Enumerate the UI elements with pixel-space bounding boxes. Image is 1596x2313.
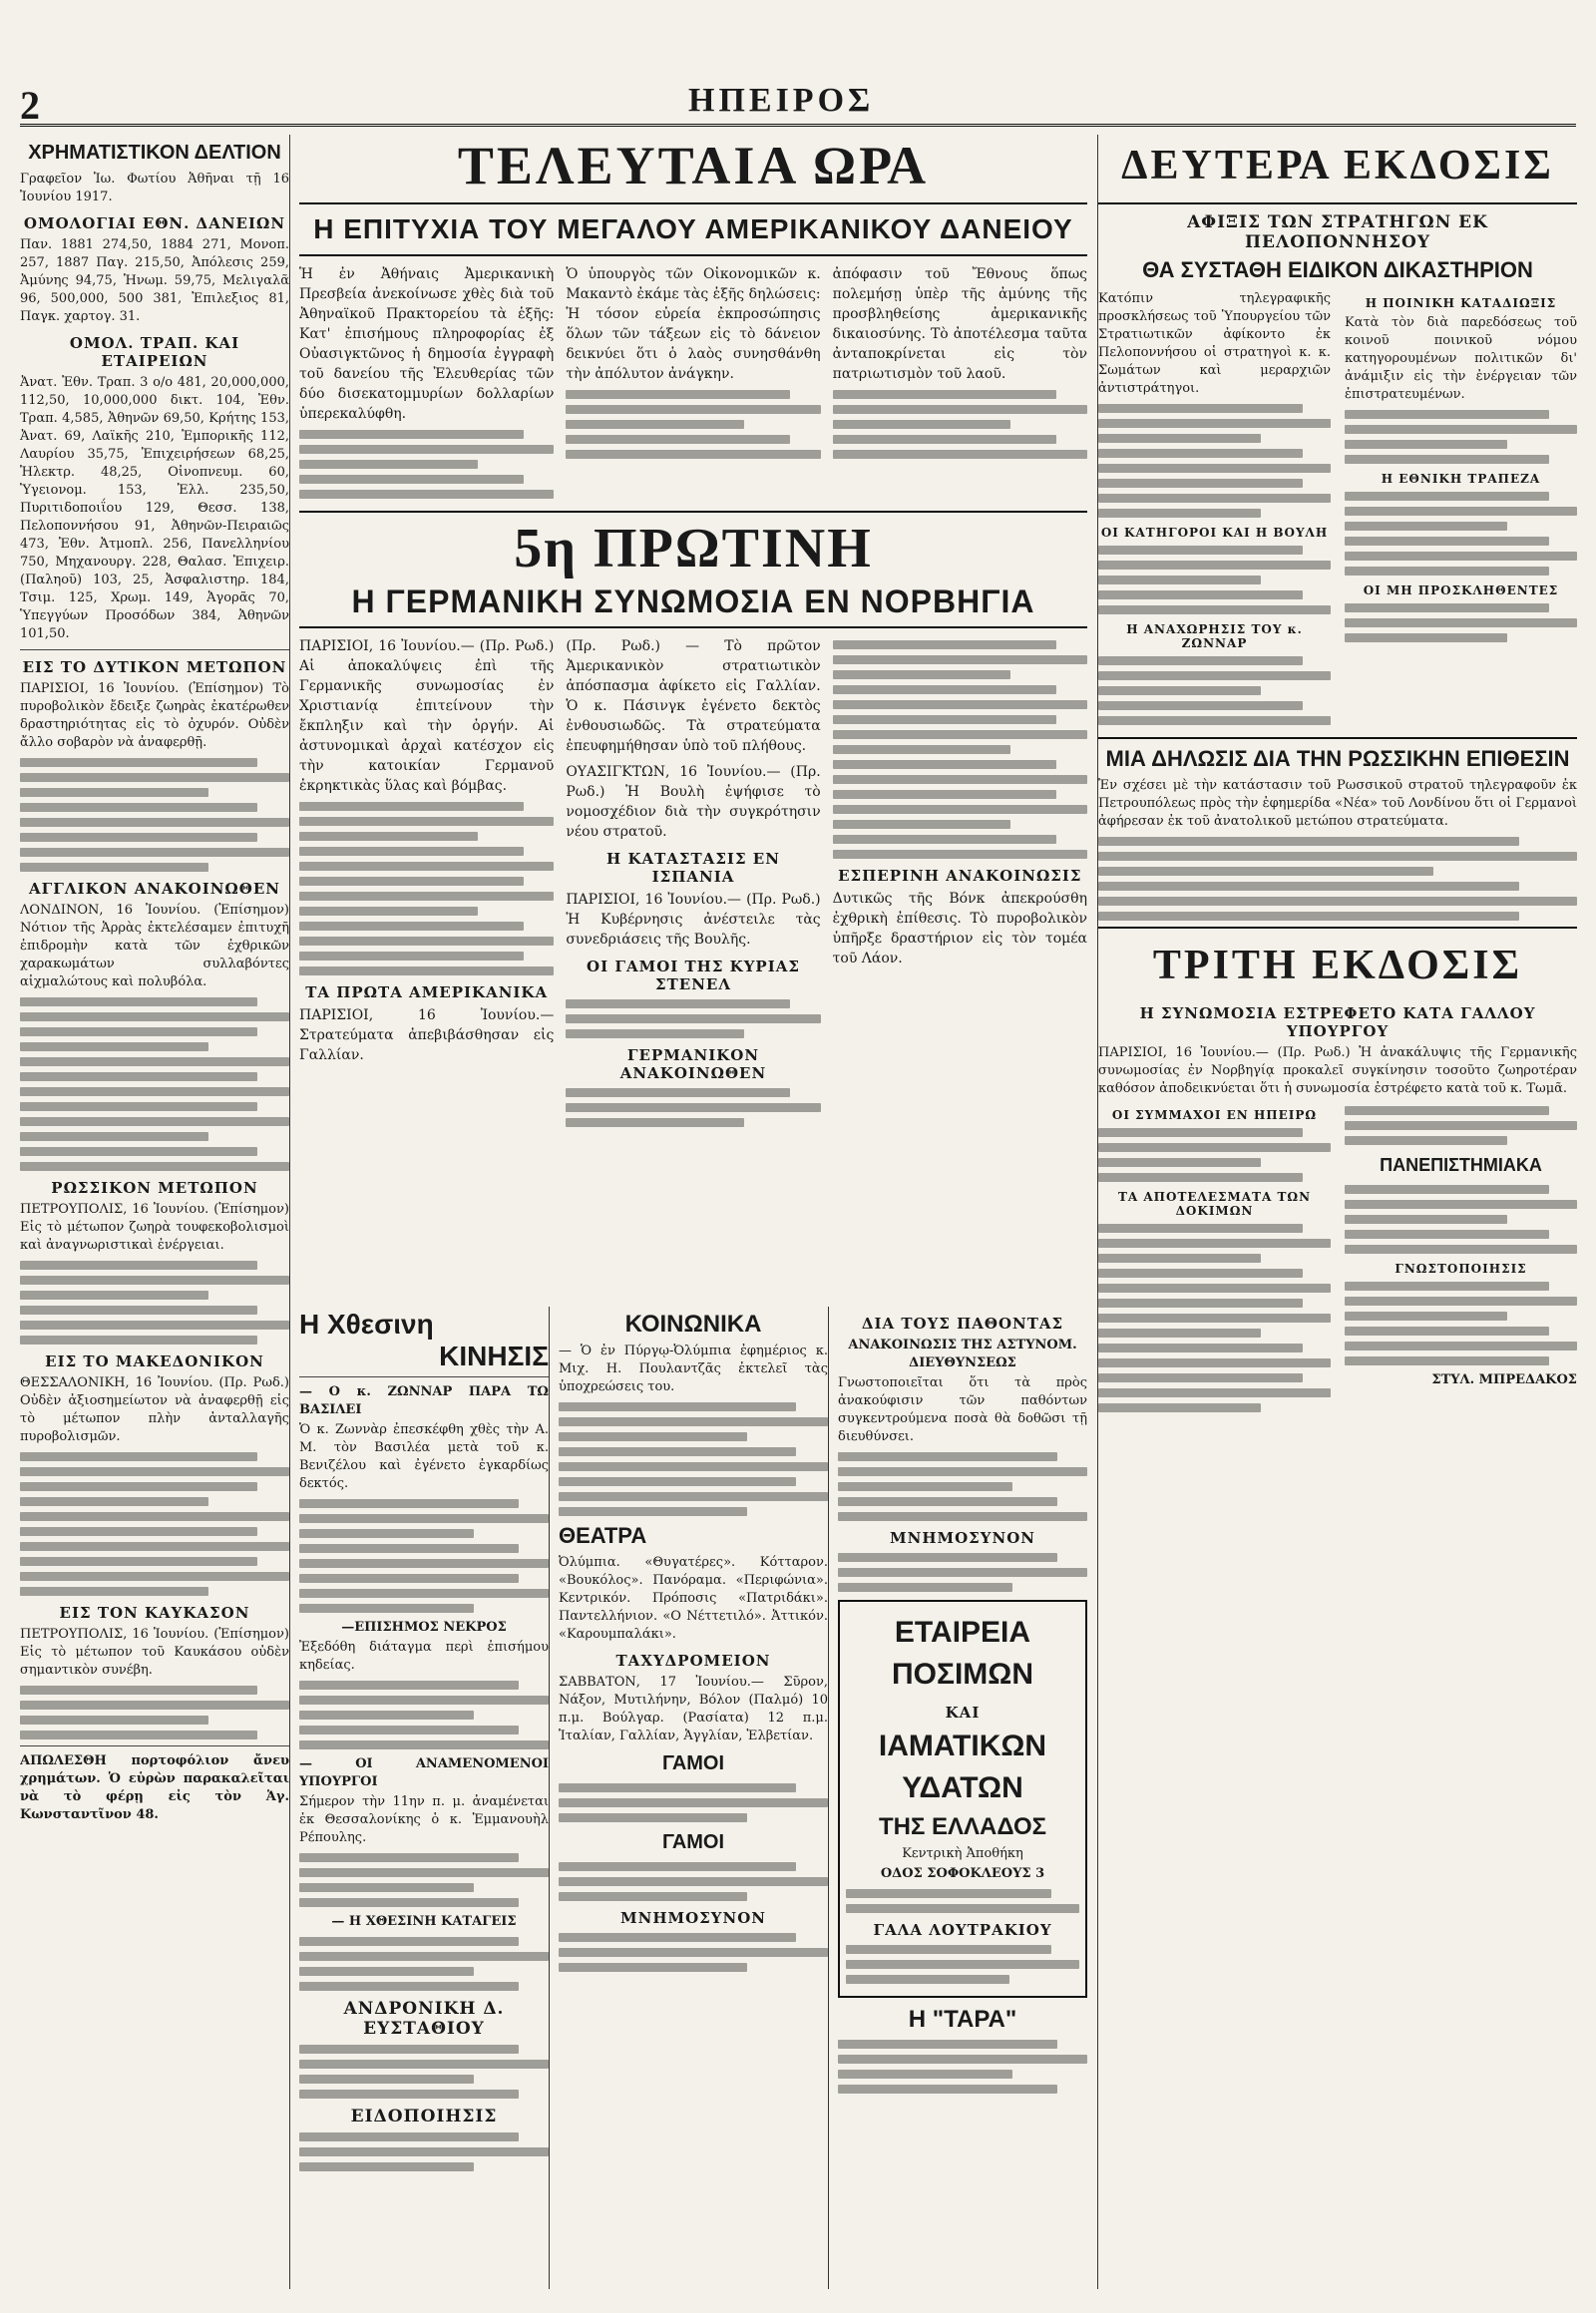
ad-line: ΙΑΜΑΤΙΚΩΝ ΥΔΑΤΩΝ [878, 1730, 1047, 1804]
section-heading: ΟΙ ΓΑΜΟΙ ΤΗΣ ΚΥΡΙΑΣ ΣΤΕΝΕΛ [587, 958, 800, 993]
section-title: ΚΟΙΝΩΝΙΚΑ [624, 1311, 762, 1338]
article-text: Ὁ κ. Ζωννὰρ ἐπεσκέφθη χθὲς τὴν Α. Μ. τὸν Βασιλέα μετὰ τοῦ κ. Βενιζέλου καὶ ἐγένετο ἐγκαρδίως δεκτός. [299, 1422, 549, 1491]
financial-title: ΧΡΗΜΑΤΙΣΤΙΚΟΝ ΔΕΛΤΙΟΝ [28, 142, 281, 164]
loan-article [299, 262, 1087, 505]
second-edition-banner: ΔΕΥΤΕΡΑ ΕΚΔΟΣΙΣ [1121, 143, 1554, 189]
section-text: Ἀνατ. Ἐθν. Τραπ. 3 ο/ο 481, 20,000,000, 112,50, 10,000,000 δικτ. 104, Ἐθν. Τραπ. 4,585, Ἀθηνῶν 69,50, Κρήτης 153, Ἀνατ. 69, Λαϊκῆς 210, Ἐμπορικῆς 112, Λαυρίου 35,75, Ἐπιχειρήσεων 68,25, Ἠλεκτρ. 48,25, Οἰνοπνευμ. 60, Ὑγειονομ. 153, Ἑλλ. 235,50, Πυριτιδοποιΐου 129, Θεσσ. 138, Πελοποννήσου 91, Ἀθηνῶν-Πειραιῶς 473, Ἐθν. Ἀτμοπλ. 256, Πανελληνίου 750, Μηχανουργ. 228, Θαλασ. Ἐπιχειρ. (Παληοῦ) 103, 25, Ἀσφαλιστηρ. 184, Τσιμ. 125, Χρωμ. 149, Ἀγορᾶς 70, Ὑπεγγύων Προσόδων 384, Ἀθηνῶν 101,50. [20, 375, 289, 641]
subheading: ΤΑΧΥΔΡΟΜΕΙΟΝ [615, 1652, 771, 1670]
article-text: ΠΑΡΙΣΙΟΙ, 16 Ἰουνίου.— (Πρ. Ρωδ.) Ἡ Κυβέρνησις ἀνέστειλε τὰς συνεδριάσεις τῆς Βουλῆς. [566, 892, 821, 948]
subheading: ΓΑΜΟΙ [661, 1831, 725, 1853]
subheading: Η ΠΟΙΝΙΚΗ ΚΑΤΑΔΙΩΞΙΣ [1365, 296, 1557, 310]
section-heading: ΟΜΟΛΟΓΙΑΙ ΕΘΝ. ΔΑΝΕΙΩΝ [23, 214, 286, 232]
headline: ΜΙΑ ΔΗΛΩΣΙΣ ΔΙΑ ΤΗΝ ΡΩΣΣΙΚΗΝ ΕΠΙΘΕΣΙΝ [1105, 746, 1570, 771]
article-text: Δυτικῶς τῆς Βόνκ ἀπεκρούσθη ἐχθρικὴ ἐπίθεσις. Τὸ πυροβολικὸν ὑπῆρξε δραστήριον εἰς τὸν τομέα τοῦ Λάον. [832, 891, 1087, 966]
subheading: ΓΝΩΣΤΟΠΟΙΗΣΙΣ [1395, 1262, 1527, 1276]
article-text: Ἐν σχέσει μὲ τὴν κατάστασιν τοῦ Ρωσσικοῦ στρατοῦ τηλεγραφοῦν ἐκ Πετρουπόλεως πρὸς τὴν ἐφημερίδα «Νέα» τοῦ Λονδίνου ὅτι οἱ Γερμανοὶ ἀφήρεσαν ἐκ τοῦ ἀνατολικοῦ μετώπου στρατεύματα. [1098, 778, 1577, 829]
section-heading: ΕΣΠΕΡΙΝΗ ΑΝΑΚΟΙΝΩΣΙΣ [838, 867, 1082, 885]
subheading: ΑΝΔΡΟΝΙΚΗ Δ. ΕΥΣΤΑΘΙΟΥ [343, 1999, 505, 2039]
headline: Η ΣΥΝΩΜΟΣΙΑ ΕΣΤΡΕΦΕΤΟ ΚΑΤΑ ΓΑΛΛΟΥ ΥΠΟΥΡΓΟΥ [1139, 1004, 1536, 1040]
latest-hour-banner: ΤΕΛΕΥΤΑΙΑ ΩΡΑ [457, 136, 930, 195]
section-text: ΠΑΡΙΣΙΟΙ, 16 Ἰουνίου. (Ἐπίσημον) Τὸ πυροβολικὸν ἔδειξε ζωηρὰς ἐκατέρωθεν δραστηριότητας εἰς τὸ ὀχυρόν. Οὐδὲν ἄλλο σοβαρὸν νὰ ἀναφερθῇ. [20, 681, 289, 750]
article-text: Γνωστοποιεῖται ὅτι τὰ πρὸς ἀνακούφισιν τῶν παθόντων συγκεντρούμενα ποσὰ θὰ δοθῶσι τῇ διευθύνσει. [838, 1375, 1087, 1444]
subheading: ΜΝΗΜΟΣΥΝΟΝ [890, 1529, 1035, 1547]
article-text: ΠΑΡΙΣΙΟΙ, 16 Ἰουνίου.— Στρατεύματα ἀπεβιβάσθησαν εἰς Γαλλίαν. [299, 1007, 555, 1063]
notices-column [838, 1307, 1087, 2289]
section-text: Παν. 1881 274,50, 1884 271, Μονοπ. 257, 1887 Παγ. 215,50, Ἀπόλεσις 259, Ἀμύνης 94,75, Ἠνωμ. 59,75, Μελιγαλᾶ 96, 500,000, 500 381, Ἐπιλεξιος 81, Παγκ. χαρτογ. 31. [20, 237, 289, 324]
article-text: Κατόπιν τηλεγραφικῆς προσκλήσεως τοῦ Ὑπουργείου τῶν Στρατιωτικῶν ἀφίκοντο ἐκ Πελοποννήσου οἱ στρατηγοὶ κ. κ. Σωμάτων καὶ μεραρχιῶν ἀντιστράτηγοι. [1098, 291, 1331, 396]
subheading: ΕΙΔΟΠΟΙΗΣΙΣ [350, 2107, 498, 2126]
headline: ΑΦΙΞΙΣ ΤΩΝ ΣΤΡΑΤΗΓΩΝ ΕΚ ΠΕΛΟΠΟΝΝΗΣΟΥ [1187, 212, 1488, 252]
subheading: ΓΑΜΟΙ [661, 1752, 725, 1774]
section-text: ΛΟΝΔΙΝΟΝ, 16 Ἰουνίου. (Ἐπίσημον) Νότιον τῆς Ἀρρὰς ἐκτελέσαμεν ἐπιτυχῆ ἐπιδρομὴν κατὰ τῶν ἐχθρικῶν χαρακωμάτων συλλαβόντες αἰχμαλώτους καὶ πολυβόλα. [20, 903, 289, 989]
subheading: — Η ΧΘΕΣΙΝΗ ΚΑΤΑΓΕΙΣ [331, 1914, 517, 1929]
section-heading: ΟΜΟΛ. ΤΡΑΠ. ΚΑΙ ΕΤΑΙΡΕΙΩΝ [69, 334, 240, 370]
ad-line: Η "ΤΑΡΑ" [908, 2006, 1017, 2033]
article-text: — Ὁ ἐν Πύργῳ-Ὀλύμπια ἐφημέριος κ. Μιχ. Η. Πουλαντζᾶς ἐκτελεῖ τὰς ὑποχρεώσεις του. [559, 1344, 828, 1394]
subheading: Η ΑΝΑΧΩΡΗΣΙΣ ΤΟΥ κ. ΖΩΝΝΑΡ [1126, 622, 1303, 650]
subheading: ΤΑ ΑΠΟΤΕΛΕΣΜΑΤΑ ΤΩΝ ΔΟΚΙΜΩΝ [1117, 1190, 1312, 1218]
article-text: Ἡ ἐν Ἀθήναις Ἀμερικανικὴ Πρεσβεία ἀνεκοίνωσε χθὲς διὰ τοῦ Ἀθηναϊκοῦ Πρακτορείου τὰ ἑξῆς: Κατ' ἐπισήμους πληροφορίας ἐξ Οὐασιγκτῶνος ἡ δημοσία ἐγγραφὴ τοῦ δανείου τῆς Ἐλευθερίας τῶν δύο δισεκατομμυρίων δολλαρίων ὑπερεκαλύφθη. [299, 266, 555, 422]
classified-ad: ΑΠΩΛΕΣΘΗ πορτοφόλιον ἄνευ χρημάτων. Ὁ εὑρὼν παρακαλεῖται νὰ τὸ φέρῃ εἰς τὸν Ἁγ. Κωνσταντῖνον 48. [20, 1753, 289, 1822]
lower-center [299, 1307, 1087, 2289]
norway-article [299, 634, 1087, 1133]
ad-line: ΟΔΟΣ ΣΟΦΟΚΛΕΟΥΣ 3 [880, 1866, 1045, 1881]
norway-headline: Η ΓΕΡΜΑΝΙΚΗ ΣΥΝΩΜΟΣΙΑ ΕΝ ΝΟΡΒΗΓΙΑ [351, 583, 1035, 619]
headline: ΘΑ ΣΥΣΤΑΘΗ ΕΙΔΙΚΟΝ ΔΙΚΑΣΤΗΡΙΟΝ [1142, 257, 1533, 282]
article-text: Ὀλύμπια. «Θυγατέρες». Κότταρον. «Βουκόλος». Πανόραμα. «Περιφώνια». Κεντρικόν. Πρόποσις «Πατριδάκι». Παντελλήνιον. «Ο Νέττετιλό». Ἀττικόν. «Καρουμπαλάκι». [559, 1555, 828, 1642]
ad-line: ΤΗΣ ΕΛΛΑΔΟΣ [878, 1813, 1047, 1840]
section-text: ΠΕΤΡΟΥΠΟΛΙΣ, 16 Ἰουνίου. (Ἐπίσημον) Εἰς τὸ μέτωπον ζωηρὰ τουφεκοβολισμοὶ καὶ ἀναγνωριστικαὶ ἐνέργειαι. [20, 1202, 289, 1253]
section-text: ΘΕΣΣΑΛΟΝΙΚΗ, 16 Ἰουνίου. (Πρ. Ρωδ.) Οὐδὲν ἀξιοσημείωτον νὰ ἀναφερθῇ εἰς τὸ μέτωπον πλὴν ἀνταλλαγῆς πυροβολισμῶν. [20, 1375, 289, 1444]
subheading: ΠΑΝΕΠΙΣΤΗΜΙΑΚΑ [1380, 1155, 1542, 1175]
article-text: ἀπόφασιν τοῦ Ἔθνους ὅπως πολεμήσῃ ὑπὲρ τῆς ἀμύνης τῆς προσβληθείσης ἀμερικανικῆς δικαιοσύνης. Τὸ ἀποτέλεσμα ταῦτα ἀνταποκρίνεται εἰς τὸν πατριωτισμὸν τοῦ λαοῦ. [832, 266, 1087, 382]
article-text: ΟΥΑΣΙΓΚΤΩΝ, 16 Ἰουνίου.— (Πρ. Ρωδ.) Ἡ Βουλὴ ἐψήφισε τὸ νομοσχέδιον διὰ τὴν συγκρότησιν νέου στρατοῦ. [566, 764, 821, 840]
section-heading: ΕΙΣ ΤΟ ΜΑΚΕΔΟΝΙΚΟΝ [45, 1352, 264, 1370]
page-number: 2 [20, 83, 40, 128]
subheading: ΟΙ ΣΥΜΜΑΧΟΙ ΕΝ ΗΠΕΙΡΩ [1111, 1108, 1318, 1122]
subheading: ΟΙ ΚΑΤΗΓΟΡΟΙ ΚΑΙ Η ΒΟΥΛΗ [1100, 526, 1329, 540]
section-title: Η Χθεσινη [299, 1309, 434, 1340]
subheading: —ΕΠΙΣΗΜΟΣ ΝΕΚΡΟΣ [341, 1620, 507, 1635]
social-column [559, 1307, 829, 2289]
section-heading: ΡΩΣΣΙΚΟΝ ΜΕΤΩΠΟΝ [51, 1179, 258, 1197]
ad-line: ΚΑΙ [945, 1704, 981, 1722]
financial-column [20, 135, 290, 2289]
section-heading: ΓΕΡΜΑΝΙΚΟΝ ΑΝΑΚΟΙΝΩΘΕΝ [619, 1046, 767, 1082]
third-edition-banner: ΤΡΙΤΗ ΕΚΔΟΣΙΣ [1152, 943, 1523, 988]
section-heading: ΑΓΓΛΙΚΟΝ ΑΝΑΚΟΙΝΩΘΕΝ [28, 880, 280, 898]
article-text: ΠΑΡΙΣΙΟΙ, 16 Ἰουνίου.— (Πρ. Ρωδ.) Αἱ ἀποκαλύψεις ἐπὶ τῆς Γερμανικῆς συνωμοσίας ἐν Χριστιανίᾳ ἐπιτείνουν τὴν ἔκπληξιν καὶ τὴν ὀργήν. Αἱ ἀστυνομικαὶ ἀρχαὶ κατέσχον εἰς τὴν κατοικίαν Γερμανοῦ ἐκρηκτικὰς ὕλας καὶ βόμβας. [299, 638, 555, 794]
signature: ΣΤΥΛ. ΜΠΡΕΔΑΚΟΣ [1431, 1372, 1577, 1387]
loan-headline: Η ΕΠΙΤΥΧΙΑ ΤΟΥ ΜΕΓΑΛΟΥ ΑΜΕΡΙΚΑΝΙΚΟΥ ΔΑΝΕΙΟΥ [313, 213, 1073, 244]
section-heading: Η ΚΑΤΑΣΤΑΣΙΣ ΕΝ ΙΣΠΑΝΙΑ [606, 850, 780, 886]
section-title: ΔΙΑ ΤΟΥΣ ΠΑΘΟΝΤΑΣ [861, 1315, 1064, 1333]
article-text: (Πρ. Ρωδ.) — Τὸ πρῶτον Ἀμερικανικὸν στρατιωτικὸν ἀπόσπασμα ἀφίκετο εἰς Γαλλίαν. Ὁ κ. Πάσινγκ ἐγένετο δεκτὸς ἐνθουσιωδῶς. Τὰ στρατεύματα ἐπευφημήθησαν ὑπὸ τοῦ πλήθους. [566, 638, 821, 754]
subheading: ΜΝΗΜΟΣΥΝΟΝ [620, 1909, 766, 1927]
second-edition-column [1097, 135, 1577, 2289]
section-text: ΠΕΤΡΟΥΠΟΛΙΣ, 16 Ἰουνίου. (Ἐπίσημον) Εἰς τὸ μέτωπον τοῦ Καυκάσου οὐδὲν σημαντικὸν συνέβη. [20, 1627, 289, 1678]
water-company-ad [838, 1600, 1087, 1998]
article-text: Σήμερον τὴν 11ην π. μ. ἀναμένεται ἐκ Θεσσαλονίκης ὁ κ. Ἐμμανουὴλ Ρέπουλης. [299, 1794, 549, 1845]
section-heading: ΕΙΣ ΤΟ ΔΥΤΙΚΟΝ ΜΕΤΩΠΟΝ [22, 658, 287, 676]
fifth-morning-banner: 5η ΠΡΩΤΙΝΗ [514, 518, 873, 579]
ad-line: ΓΑΛΑ ΛΟΥΤΡΑΚΙΟΥ [873, 1921, 1052, 1939]
subheading: Η ΕΘΝΙΚΗ ΤΡΑΠΕΖΑ [1381, 472, 1541, 486]
article-text: Ὁ ὑπουργὸς τῶν Οἰκονομικῶν κ. Μακαντὸ ἐκάμε τὰς ἑξῆς δηλώσεις: Ἡ τόσον εὐρεία ἐκπροσώπησις ὅλων τῶν τάξεων εἰς τὸ δάνειον δεικνύει ὅτι ὁ λαὸς συνησθάνθη τὴν ἀπόλυτον ἀνάγκην. [566, 266, 821, 382]
section-title: ΘΕΑΤΡΑ [559, 1523, 647, 1548]
subheading: ΑΝΑΚΟΙΝΩΣΙΣ ΤΗΣ ΑΣΤΥΝΟΜ. ΔΙΕΥΘΥΝΣΕΩΣ [848, 1338, 1077, 1370]
ad-line: ΕΤΑΙΡΕΙΑ ΠΟΣΙΜΩΝ [891, 1616, 1034, 1691]
financial-intro: Γραφεῖον Ἰω. Φωτίου Ἀθῆναι τῇ 16 Ἰουνίου 1917. [20, 172, 289, 204]
article-text: ΣΑΒΒΑΤΟΝ, 17 Ἰουνίου.— Σῦρον, Νάξον, Μυτιλήνην, Βόλον (Παλμό) 10 π.μ. Βούλγαρ. (Ρασίατα) 12 π.μ. Ἰταλίαν, Γαλλίαν, Ἀγγλίαν, Ἑλβετίαν. [559, 1675, 828, 1743]
subheading: — ΟΙ ΑΝΑΜΕΝΟΜΕΝΟΙ ΥΠΟΥΡΓΟΙ [299, 1756, 549, 1789]
ad-line: Κεντρικὴ Ἀποθήκη [902, 1846, 1023, 1861]
article-text: Κατὰ τὸν διὰ παρεδόσεως τοῦ κοινοῦ ποινικοῦ νόμου κατηγορουμένων πολιτικῶν δι' ἀνάμιξιν εἰς τὴν ἐνέργειαν τῶν ἐπιστρατευμένων. [1345, 315, 1577, 402]
subheading: — Ο κ. ΖΩΝΝΑΡ ΠΑΡΑ ΤΩ ΒΑΣΙΛΕΙ [299, 1384, 549, 1417]
section-title: ΚΙΝΗΣΙΣ [439, 1341, 549, 1371]
section-heading: ΕΙΣ ΤΟΝ ΚΑΥΚΑΣΟΝ [59, 1604, 250, 1622]
center-column [299, 135, 1087, 1302]
movement-column [299, 1307, 550, 2289]
paper-name: ΗΠΕΙΡΟΣ [688, 82, 875, 119]
subheading: ΟΙ ΜΗ ΠΡΟΣΚΛΗΘΕΝΤΕΣ [1363, 583, 1559, 597]
article-text: Ἐξεδόθη διάταγμα περὶ ἐπισήμου κηδείας. [299, 1640, 549, 1673]
section-heading: ΤΑ ΠΡΩΤΑ ΑΜΕΡΙΚΑΝΙΚΑ [305, 983, 549, 1001]
article-text: ΠΑΡΙΣΙΟΙ, 16 Ἰουνίου.— (Πρ. Ρωδ.) Ἡ ἀνακάλυψις τῆς Γερμανικῆς συνωμοσίας ἐν Νορβηγίᾳ προκαλεῖ συγκίνησιν τοσοῦτο ζωηροτέραν καθόσον ἀποδεικνύεται ὅτι ἡ συνωμοσία ἐστρέφετο κατὰ τοῦ κ. Τωμᾶ. [1098, 1045, 1577, 1096]
